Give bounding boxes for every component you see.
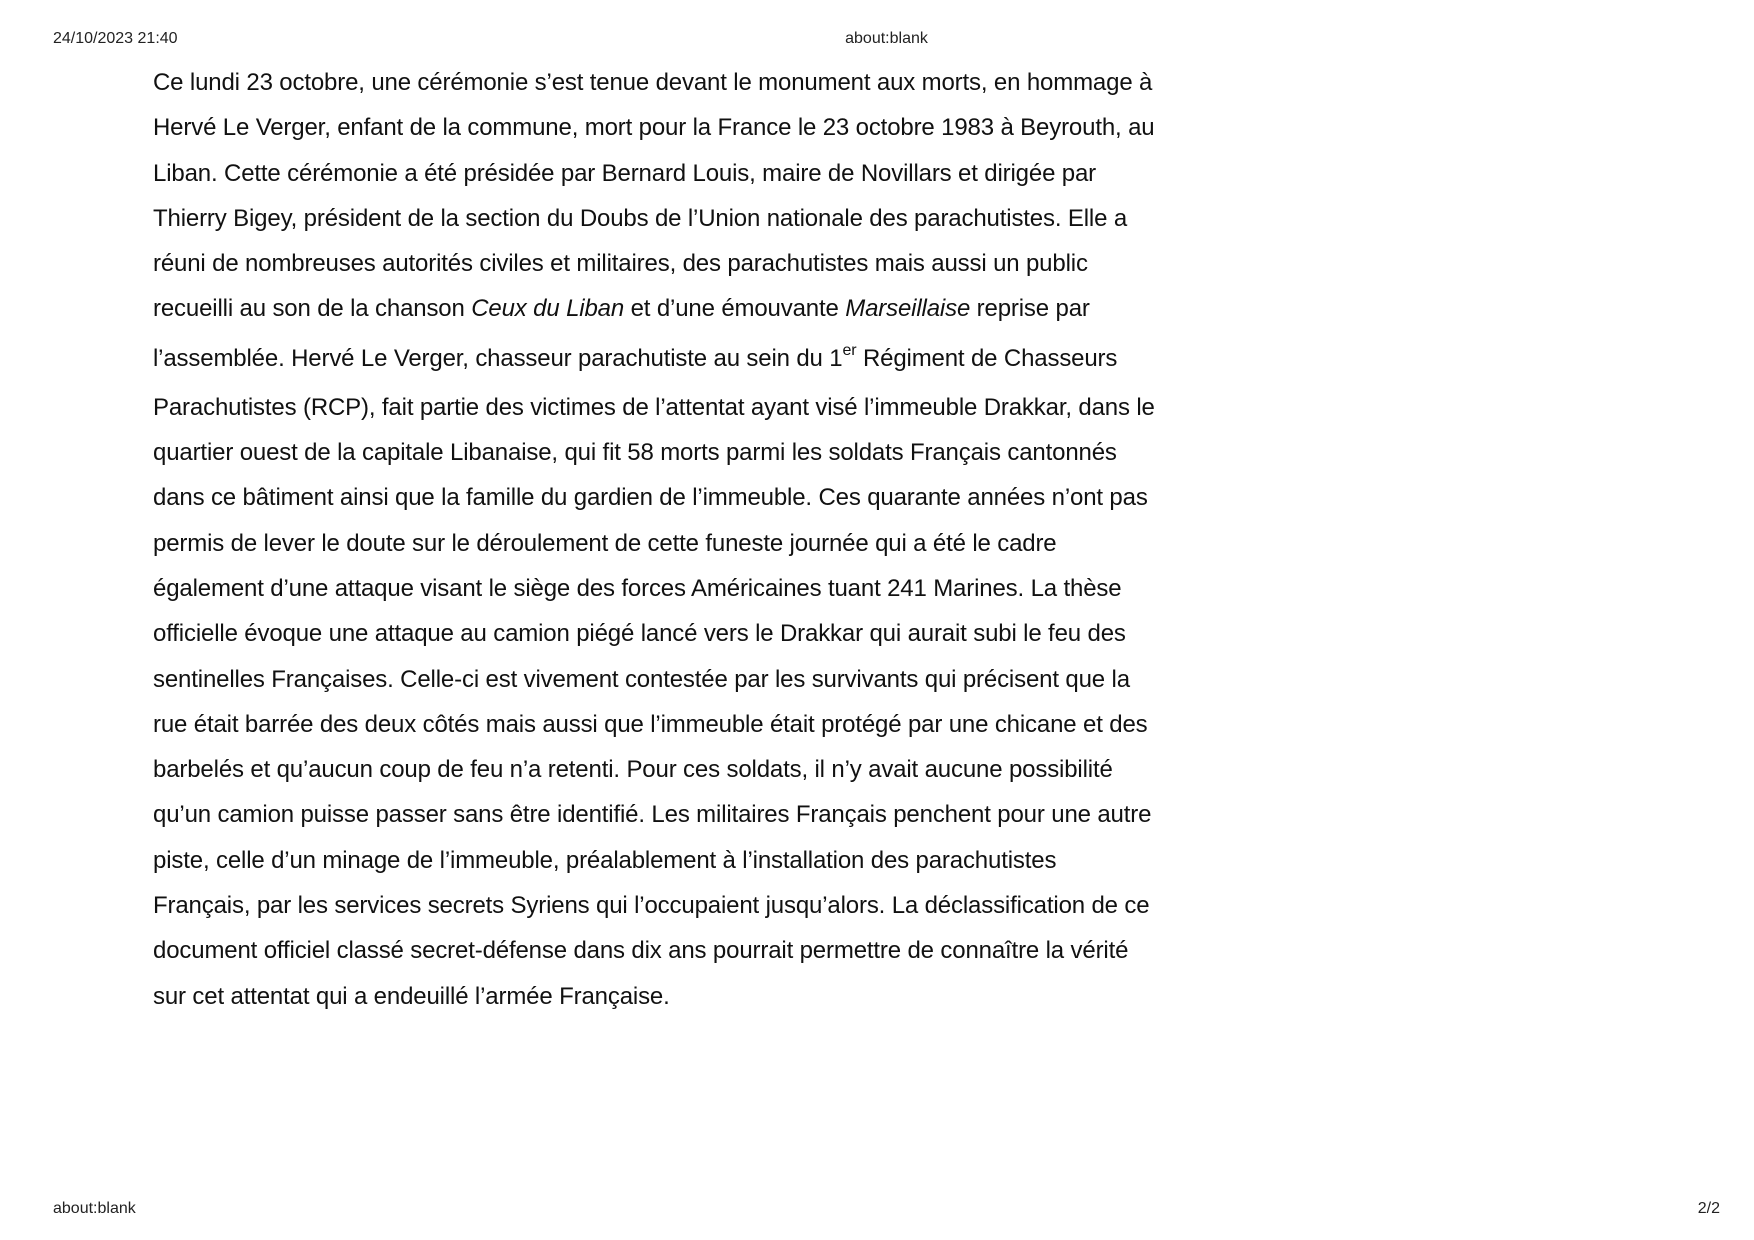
article-body xyxy=(153,60,1223,1019)
print-page-title: about:blank xyxy=(845,30,928,47)
article-text: et d’une émouvante xyxy=(624,295,846,323)
article-line xyxy=(153,286,1223,331)
article-line: Français, par les services secrets Syriens qui l’occupaient jusqu’alors. La déclassification de ce xyxy=(153,892,1150,920)
print-url: about:blank xyxy=(53,1200,136,1217)
anthem-title: Marseillaise xyxy=(845,295,971,323)
article-text: reprise par xyxy=(970,295,1090,323)
article-line: piste, celle d’un minage de l’immeuble, préalablement à l’installation des parachutistes xyxy=(153,846,1057,874)
article-line: également d’une attaque visant le siège des forces Américaines tuant 241 Marines. La thèse xyxy=(153,574,1122,602)
article-line: Hervé Le Verger, enfant de la commune, mort pour la France le 23 octobre 1983 à Beyrouth, au xyxy=(153,114,1155,142)
article-text: Régiment de Chasseurs xyxy=(856,344,1118,372)
print-header xyxy=(53,30,1720,50)
article-line: sentinelles Françaises. Celle-ci est vivement contestée par les survivants qui précisent que la xyxy=(153,665,1130,693)
article-line: sur cet attentat qui a endeuillé l’armée Française. xyxy=(153,982,670,1010)
song-title: Ceux du Liban xyxy=(471,295,625,323)
article-text: recueilli au son de la chanson xyxy=(153,295,472,323)
article-text: l’assemblée. Hervé Le Verger, chasseur parachutiste au sein du 1 xyxy=(153,344,843,372)
article-line: permis de lever le doute sur le déroulement de cette funeste journée qui a été le cadre xyxy=(153,529,1057,557)
article-line: Liban. Cette cérémonie a été présidée par Bernard Louis, maire de Novillars et dirigée par xyxy=(153,159,1097,187)
ordinal-superscript: er xyxy=(842,341,857,359)
print-datetime: 24/10/2023 21:40 xyxy=(53,30,178,47)
article-line: Thierry Bigey, président de la section du Doubs de l’Union nationale des parachutistes. Elle a xyxy=(153,204,1128,232)
article-line: réuni de nombreuses autorités civiles et militaires, des parachutistes mais aussi un public xyxy=(153,250,1088,278)
article-line: rue était barrée des deux côtés mais aussi que l’immeuble était protégé par une chicane et des xyxy=(153,710,1148,738)
page-number: 2/2 xyxy=(1697,1200,1720,1217)
article-line: dans ce bâtiment ainsi que la famille du gardien de l’immeuble. Ces quarante années n’ont pas xyxy=(153,484,1148,512)
article-line: barbelés et qu’aucun coup de feu n’a retenti. Pour ces soldats, il n’y avait aucune possibilité xyxy=(153,756,1113,784)
article-line xyxy=(153,332,1223,385)
article-line: qu’un camion puisse passer sans être identifié. Les militaires Français penchent pour une autre xyxy=(153,801,1152,829)
article-line: quartier ouest de la capitale Libanaise, qui fit 58 morts parmi les soldats Français cantonnés xyxy=(153,439,1117,467)
print-footer xyxy=(53,1200,1720,1220)
article-line: Ce lundi 23 octobre, une cérémonie s’est tenue devant le monument aux morts, en hommage à xyxy=(153,69,1153,96)
article-line: document officiel classé secret-défense dans dix ans pourrait permettre de connaître la vérité xyxy=(153,937,1129,965)
article-line: officielle évoque une attaque au camion piégé lancé vers le Drakkar qui aurait subi le feu des xyxy=(153,620,1126,648)
article-line: Parachutistes (RCP), fait partie des victimes de l’attentat ayant visé l’immeuble Drakkar, dans le xyxy=(153,393,1155,421)
